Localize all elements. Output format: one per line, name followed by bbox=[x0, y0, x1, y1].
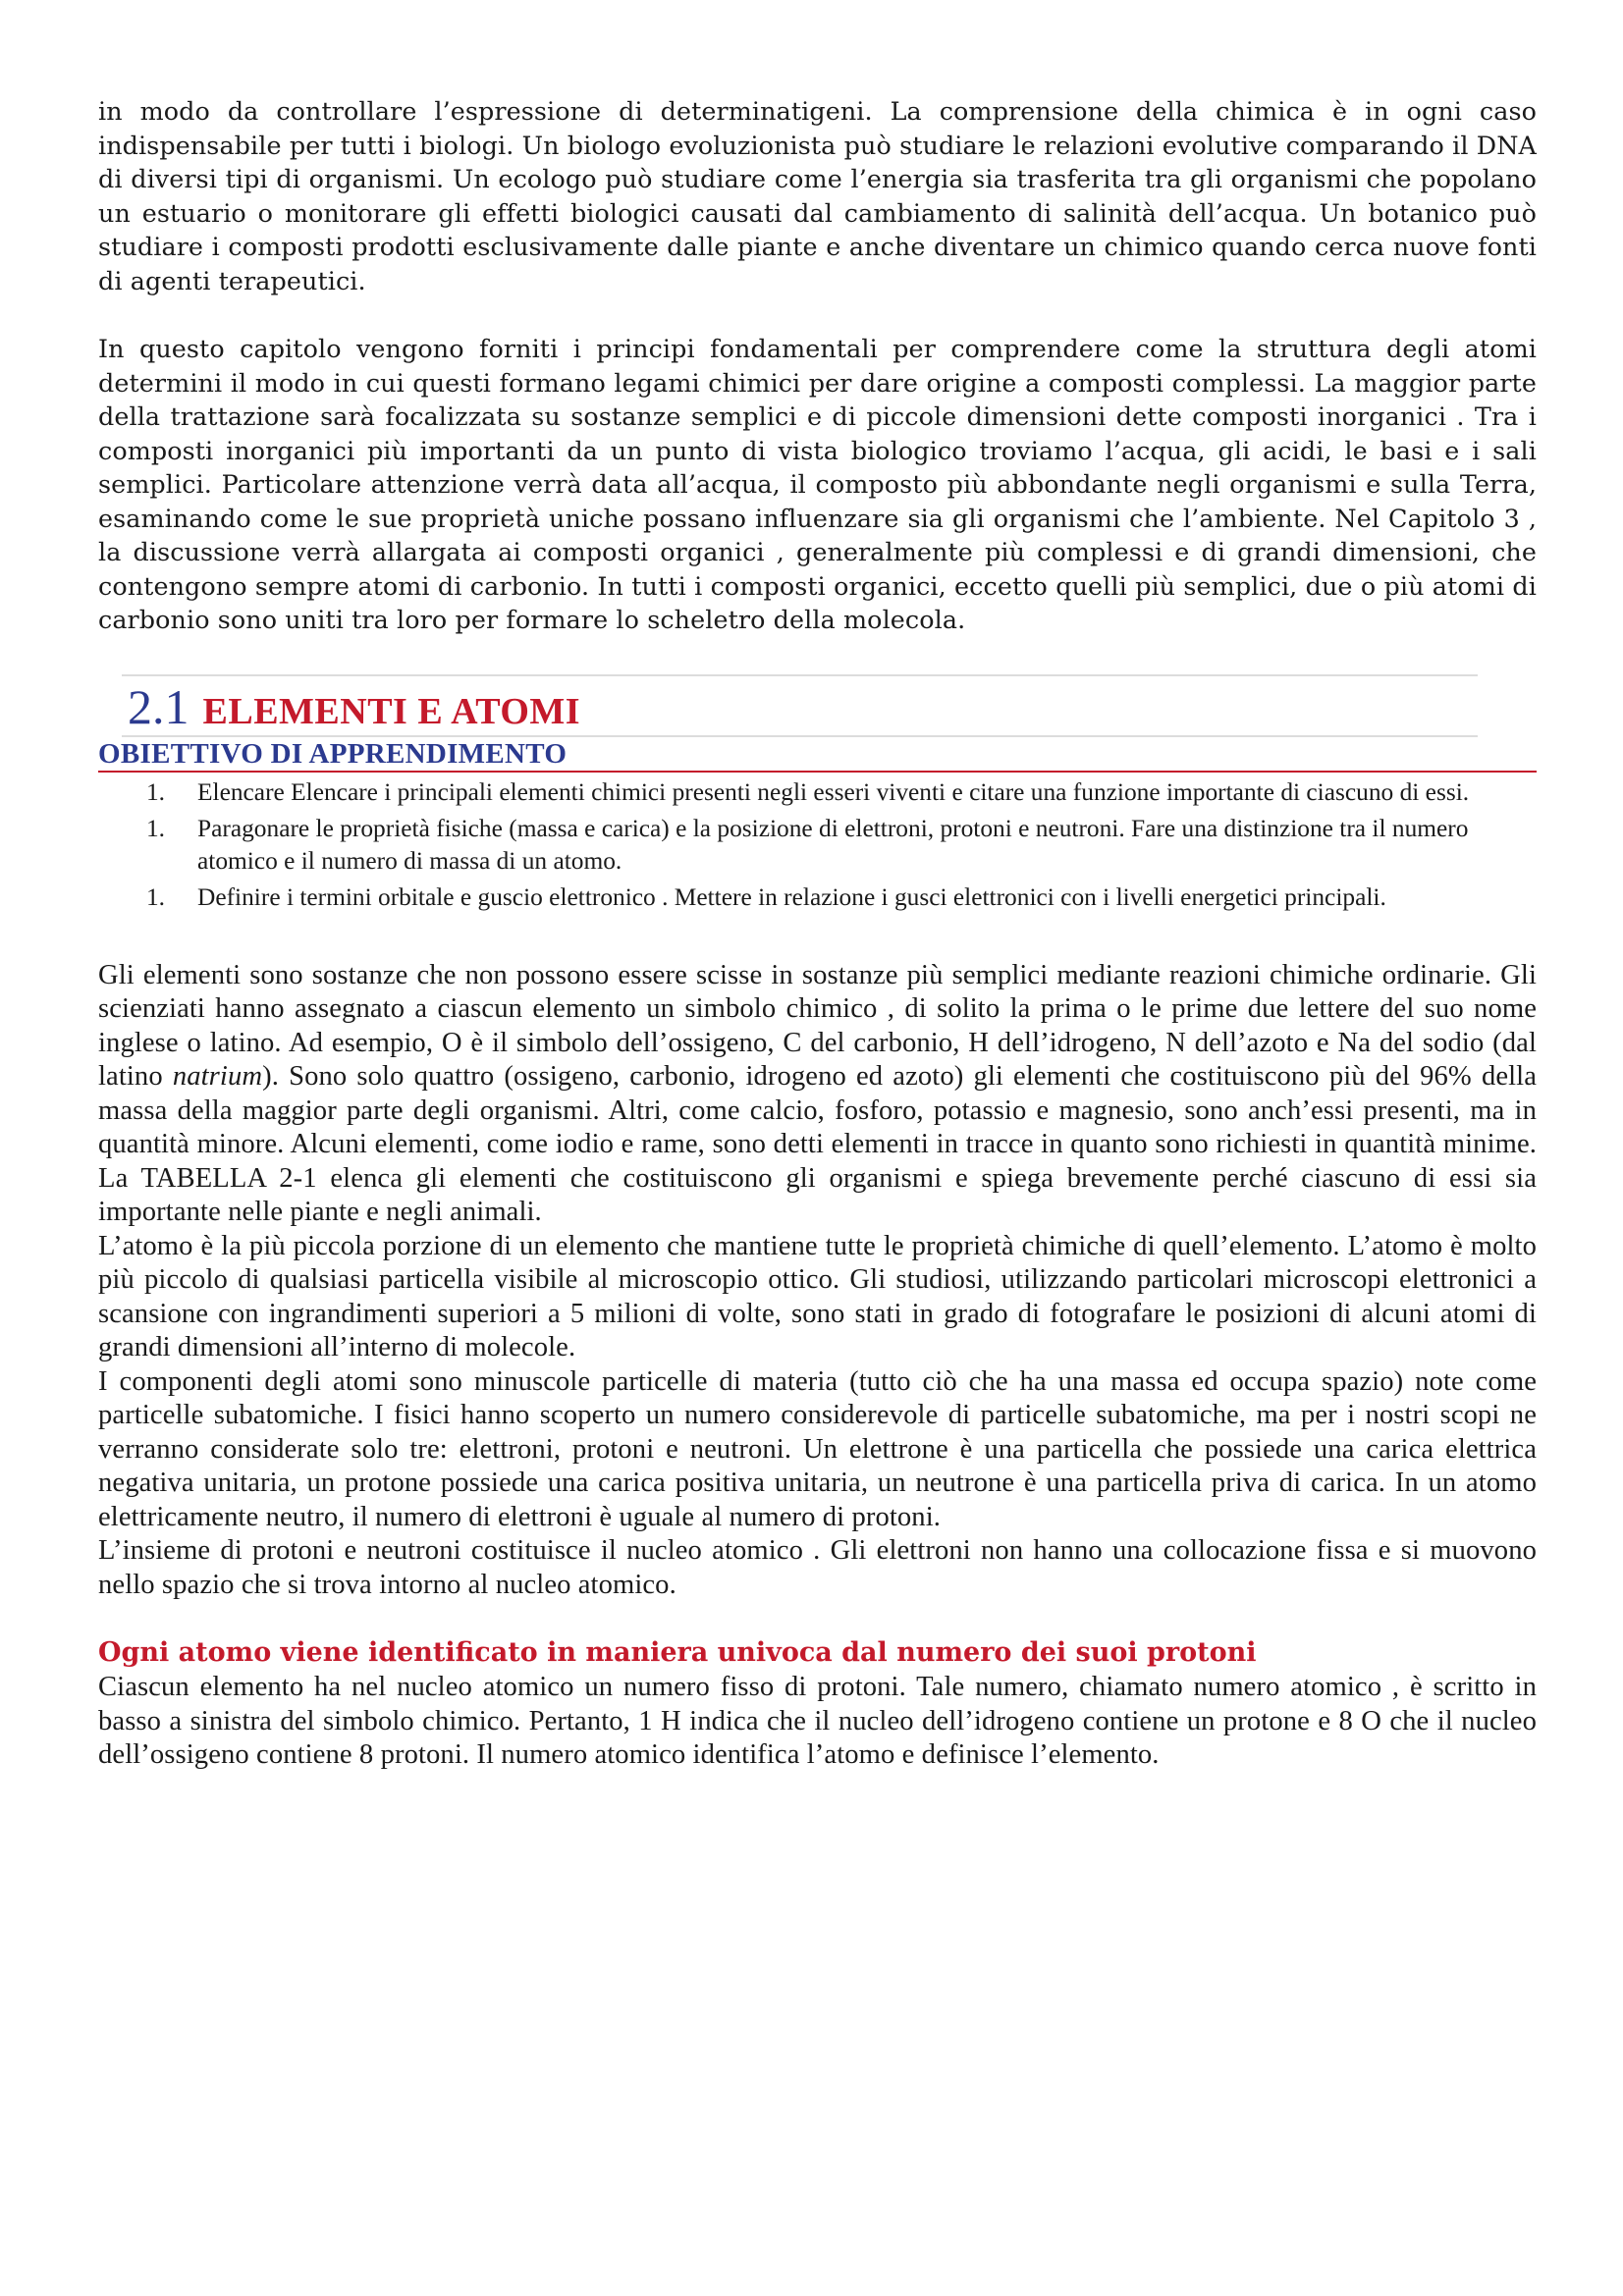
objective-number: 1. bbox=[145, 777, 165, 806]
subheading: Ogni atomo viene identificato in maniera univoca dal numero dei suoi protoni bbox=[98, 1637, 1257, 1668]
objectives-list bbox=[98, 776, 1537, 914]
intro-paragraph-1: in modo da controllare l’espressione di determinatigeni. La comprensione della chimica è in ogni caso indispensabile per tutti i biologi. Un biologo evoluzionista può studiare le relazioni evolutive comparando il DNA di diversi tipi di organismi. Un ecologo può studiare come l’energia sia trasferita tra gli organismi che popolano un estuario o monitorare gli effetti biologici causati dal cambiamento di salinità dell’acqua. Un botanico può studiare i composti prodotti esclusivamente dalle piante e anche diventare un chimico quando cerca nuove fonti di agenti terapeutici. bbox=[98, 96, 1537, 295]
elements-text-end: ). Sono solo quattro (ossigeno, carbonio, idrogeno ed azoto) gli elementi che costituiscono più del 96% della massa della maggior parte degli organismi. Altri, come calcio, fosforo, potassio e magnesio, sono anch’essi presenti, ma in quantità minore. Alcuni elementi, come iodio e rame, sono detti elementi in tracce in quanto sono richiesti in quantità minime. La TABELLA 2-1 elenca gli elementi che costituiscono gli organismi e spiega brevemente perché ciascuno di essi sia importante nelle piante e negli animali. bbox=[98, 1061, 1538, 1227]
objective-text: Elencare Elencare i principali elementi chimici presenti negli esseri viventi e citare una funzione importante di ciascuno di essi. bbox=[197, 777, 1470, 806]
objective-item bbox=[98, 813, 1537, 878]
body-paragraph-elements bbox=[98, 959, 1537, 1230]
elements-text-start: Gli elementi sono sostanze che non possono essere scisse in sostanze più semplici mediante reazioni chimiche ordinarie. Gli scienziati hanno assegnato a ciascun elemento un simbolo chimico , di solito la prima o le prime due lettere del suo nome inglese o latino. Ad esempio, O è il simbolo dell’ossigeno, C del carbonio, H dell’idrogeno, N dell’azoto e Na del sodio (dal latino bbox=[98, 959, 1537, 1092]
section-header bbox=[122, 674, 1478, 737]
objective-heading: OBIETTIVO DI APPRENDIMENTO bbox=[98, 737, 568, 770]
section-number: 2.1 bbox=[128, 678, 189, 734]
section-top-divider bbox=[122, 674, 1478, 676]
section-title: ELEMENTI E ATOMI bbox=[202, 690, 581, 732]
body-paragraph-subatomic: I componenti degli atomi sono minuscole particelle di materia (tutto ciò che ha una massa ed occupa spazio) note come particelle subatomiche. I fisici hanno scoperto un numero considerevole di particelle subatomiche, ma per i nostri scopi ne verranno considerate solo tre: elettroni, protoni e neutroni. Un elettrone è una particella che possiede una carica elettrica negativa unitaria, un protone possiede una carica positiva unitaria, un neutrone è una particella priva di carica. In un atomo elettricamente neutro, il numero di elettroni è uguale al numero di protoni. bbox=[98, 1365, 1537, 1532]
objective-text: Paragonare le proprietà fisiche (massa e carica) e la posizione di elettroni, protoni e neutroni. Fare una distinzione tra il numero atomico e il numero di massa di un atomo. bbox=[197, 814, 1469, 875]
intro-paragraph-2: In questo capitolo vengono forniti i principi fondamentali per comprendere come la struttura degli atomi determini il modo in cui questi formano legami chimici per dare origine a composti complessi. La maggior parte della trattazione sarà focalizzata su sostanze semplici e di piccole dimensioni dette composti inorganici . Tra i composti inorganici più importanti da un punto di vista biologico troviamo l’acqua, gli acidi, le basi e i sali semplici. Particolare attenzione verrà data all’acqua, il composto più abbondante negli organismi e sulla Terra, esaminando come le sue proprietà uniche possano influenzare sia gli organismi che l’ambiente. Nel Capitolo 3 , la discussione verrà allargata ai composti organici , generalmente più complessi e di grandi dimensioni, che contengono sempre atomi di carbonio. In tutti i composti organici, eccetto quelli più semplici, due o più atomi di carbonio sono uniti tra loro per formare lo scheletro della molecola. bbox=[98, 334, 1537, 634]
body-paragraph-atom: L’atomo è la più piccola porzione di un elemento che mantiene tutte le proprietà chimiche di quell’elemento. L’atomo è molto più piccolo di qualsiasi particella visibile al microscopio ottico. Gli studiosi, utilizzando particolari microscopi elettronici a scansione con ingrandimenti superiori a 5 milioni di volte, sono stati in grado di fotografare le posizioni di alcuni atomi di grandi dimensioni all’interno di molecole. bbox=[98, 1230, 1537, 1362]
objective-text: Definire i termini orbitale e guscio elettronico . Mettere in relazione i gusci elettronici con i livelli energetici principali. bbox=[197, 882, 1386, 911]
objective-item bbox=[98, 881, 1537, 914]
objective-number: 1. bbox=[145, 814, 165, 842]
body-paragraph-atomic-number: Ciascun elemento ha nel nucleo atomico un numero fisso di protoni. Tale numero, chiamato numero atomico , è scritto in basso a sinistra del simbolo chimico. Pertanto, 1 H indica che il nucleo dell’idrogeno contiene un protone e 8 O che il nucleo dell’ossigeno contiene 8 protoni. Il numero atomico identifica l’atomo e definisce l’elemento. bbox=[98, 1672, 1537, 1770]
document-page bbox=[98, 94, 1537, 1773]
section-title-row bbox=[122, 678, 1478, 734]
objective-number: 1. bbox=[145, 882, 165, 911]
body-paragraph-nucleus: L’insieme di protoni e neutroni costituisce il nucleo atomico . Gli elettroni non hanno una collocazione fissa e si muovono nello spazio che si trova intorno al nucleo atomico. bbox=[98, 1535, 1537, 1600]
objective-item bbox=[98, 776, 1537, 809]
objective-red-divider bbox=[98, 771, 1537, 773]
natrium-italic: natrium bbox=[172, 1061, 263, 1092]
